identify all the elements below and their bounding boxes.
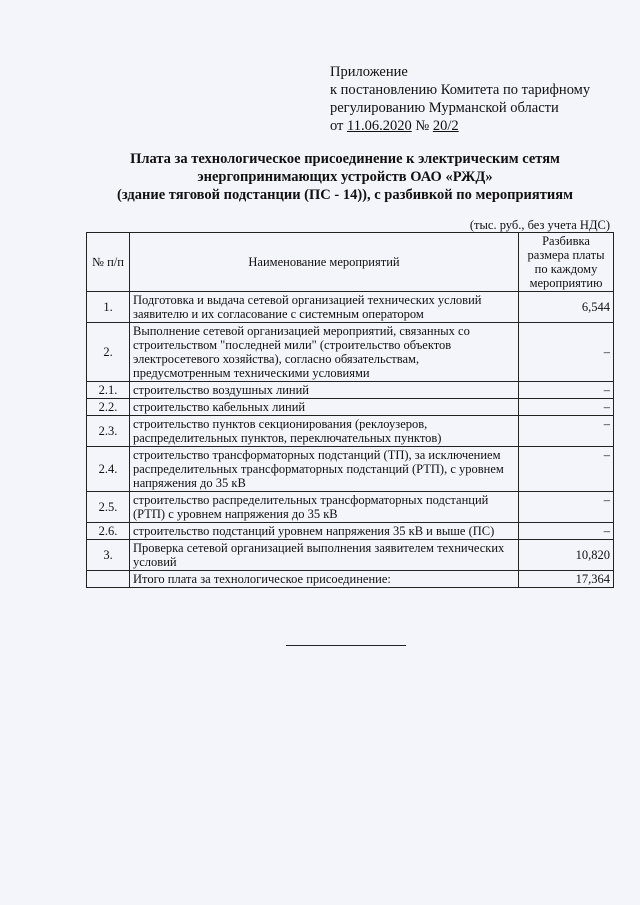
resolution-date: 11.06.2020 (347, 118, 412, 134)
appendix-date-line (330, 117, 630, 135)
row-num: 2.4. (87, 447, 130, 492)
table-row (87, 399, 614, 416)
fee-table (86, 232, 614, 588)
row-value: – (519, 492, 614, 523)
row-name: строительство трансформаторных подстанций (ТП), за исключением распределительных трансформаторных подстанций (РТП), с уровнем напряжения до 35 кВ (130, 447, 519, 492)
appendix-line-2: к постановлению Комитета по тарифному (330, 82, 591, 98)
row-name: строительство воздушных линий (130, 382, 519, 399)
total-num-cell (87, 571, 130, 588)
table-row (87, 540, 614, 571)
table-row (87, 492, 614, 523)
resolution-number: 20/2 (432, 118, 459, 134)
table-row (87, 382, 614, 399)
row-num: 2.6. (87, 523, 130, 540)
row-name: Подготовка и выдача сетевой организацией технических условий заявителю и их согласование с системным оператором (130, 292, 519, 323)
row-value: – (519, 323, 614, 382)
row-num: 2.2. (87, 399, 130, 416)
table-row (87, 323, 614, 382)
row-value: – (519, 382, 614, 399)
row-value: – (519, 447, 614, 492)
table-row (87, 416, 614, 447)
row-value: – (519, 399, 614, 416)
row-num: 2.1. (87, 382, 130, 399)
header-name: Наименование мероприятий (130, 233, 519, 292)
signature-line (286, 645, 406, 646)
document-title (60, 150, 630, 204)
row-num: 2.3. (87, 416, 130, 447)
title-line-2: энергопринимающих устройств ОАО «РЖД» (197, 169, 493, 185)
date-prefix: от (330, 118, 348, 134)
appendix-line-1: Приложение (330, 64, 408, 80)
header-num: № п/п (87, 233, 130, 292)
row-value: 10,820 (519, 540, 614, 571)
row-name: строительство подстанций уровнем напряжения 35 кВ и выше (ПС) (130, 523, 519, 540)
total-value: 17,364 (519, 571, 614, 588)
row-num: 2.5. (87, 492, 130, 523)
row-value: – (519, 416, 614, 447)
appendix-header (330, 63, 630, 135)
title-line-3: (здание тяговой подстанции (ПС - 14)), с разбивкой по мероприятиям (117, 187, 573, 203)
table-total-row (87, 571, 614, 588)
row-name: Выполнение сетевой организацией мероприятий, связанных со строительством "последней мили" (строительство объектов электросетевого хозяйства), согласно обязательствам, предусмотренным техническими условиями (130, 323, 519, 382)
row-value: – (519, 523, 614, 540)
table-row (87, 523, 614, 540)
header-value: Разбивка размера платы по каждому мероприятию (519, 233, 614, 292)
appendix-line-3: регулированию Мурманской области (330, 100, 559, 116)
row-num: 2. (87, 323, 130, 382)
row-name: строительство распределительных трансформаторных подстанций (РТП) с уровнем напряжения до 35 кВ (130, 492, 519, 523)
units-note: (тыс. руб., без учета НДС) (469, 218, 610, 232)
title-line-1: Плата за технологическое присоединение к электрическим сетям (130, 151, 560, 167)
row-num: 1. (87, 292, 130, 323)
row-name: строительство кабельных линий (130, 399, 519, 416)
table-row (87, 292, 614, 323)
row-value: 6,544 (519, 292, 614, 323)
row-num: 3. (87, 540, 130, 571)
row-name: Проверка сетевой организацией выполнения заявителем технических условий (130, 540, 519, 571)
table-header-row (87, 233, 614, 292)
table-row (87, 447, 614, 492)
number-prefix: № (411, 118, 433, 134)
total-label: Итого плата за технологическое присоединение: (130, 571, 519, 588)
row-name: строительство пунктов секционирования (реклоузеров, распределительных пунктов, переключательных пунктов) (130, 416, 519, 447)
